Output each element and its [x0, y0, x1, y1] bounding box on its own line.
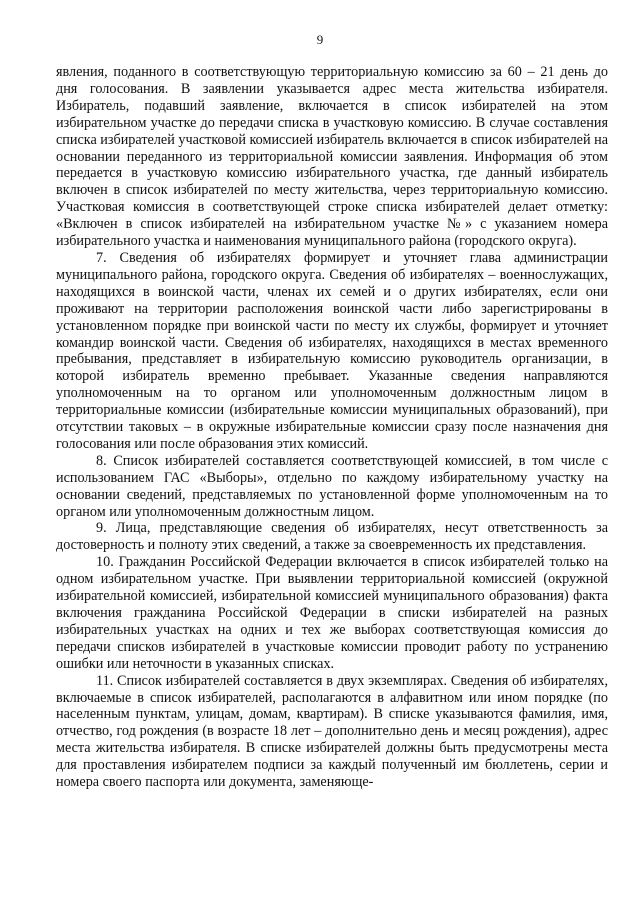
document-body	[56, 64, 608, 791]
paragraph-10: 10. Гражданин Российской Федерации включается в список избирателей только на одном избирательном участке. При выявлении территориальной комиссией (окружной избирательной комиссией, избирательной комиссией муниципального образования) факта включения гражданина Российской Федерации в списки избирателей на разных избирательных участках на одних и тех же выборах соответствующая комиссия до передачи списков избирателей в участковые комиссии проводит работу по устранению ошибки или неточности в указанных списках.	[56, 554, 608, 672]
paragraph-8: 8. Список избирателей составляется соответствующей комиссией, в том числе с использованием ГАС «Выборы», отдельно по каждому избирательному участку на основании сведений, представляемых по установленной форме уполномоченным на то органом или уполномоченным должностным лицом.	[56, 452, 608, 520]
paragraph-11: 11. Список избирателей составляется в двух экземплярах. Сведения об избирателях, включаемые в список избирателей, располагаются в алфавитном или ином порядке (по населенным пунктам, улицам, домам, квартирам). В списке указываются фамилия, имя, отчество, год рождения (в возрасте 18 лет – дополнительно день и месяц рождения), адрес места жительства избирателя. В списке избирателей должны быть предусмотрены места для проставления избирателем подписи за каждый полученный им бюллетень, серии и номера своего паспорта или документа, заменяюще-	[56, 672, 608, 791]
paragraph-9: 9. Лица, представляющие сведения об избирателях, несут ответственность за достоверность и полноту этих сведений, а также за своевременность их представления.	[56, 520, 608, 554]
paragraph-continuation: явления, поданного в соответствующую территориальную комиссию за 60 – 21 день до дня голосования. В заявлении указывается адрес места жительства избирателя. Избиратель, подавший заявление, включается в список избирателей на этом избирательном участке до передачи списка в участковую комиссию. В случае составления списка избирателей участковой комиссией избиратель включается в список избирателей на основании переданного из территориальной комиссии заявления. Информация об этом передается в участковую комиссию избирательного участка, где данный избиратель включен в список избирателей по месту жительства, через территориальную комиссию. Участковая комиссия в соответствующей строке списка избирателей делает отметку: «Включен в список избирателей на избирательном участке №» с указанием номера избирательного участка и наименования муниципального района (городского округа).	[56, 64, 608, 250]
page-number: 9	[316, 32, 324, 47]
paragraph-7: 7. Сведения об избирателях формирует и уточняет глава администрации муниципального района, городского округа. Сведения об избирателях – военнослужащих, находящихся в воинской части, членах их семей и о других избирателях, если они проживают на территории расположения воинской части либо зарегистрированы в установленном порядке при воинской части по месту их службы, формирует и уточняет командир воинской части. Сведения об избирателях, находящихся в местах временного пребывания, представляет в избирательную комиссию руководитель организации, в которой избиратель временно пребывает. Указанные сведения направляются уполномоченным на то органом или уполномоченным должностным лицом в территориальные комиссии (избирательные комиссии муниципальных образований), при отсутствии таковых – в окружные избирательные комиссии сразу после назначения дня голосования или после образования этих комиссий.	[56, 249, 608, 452]
